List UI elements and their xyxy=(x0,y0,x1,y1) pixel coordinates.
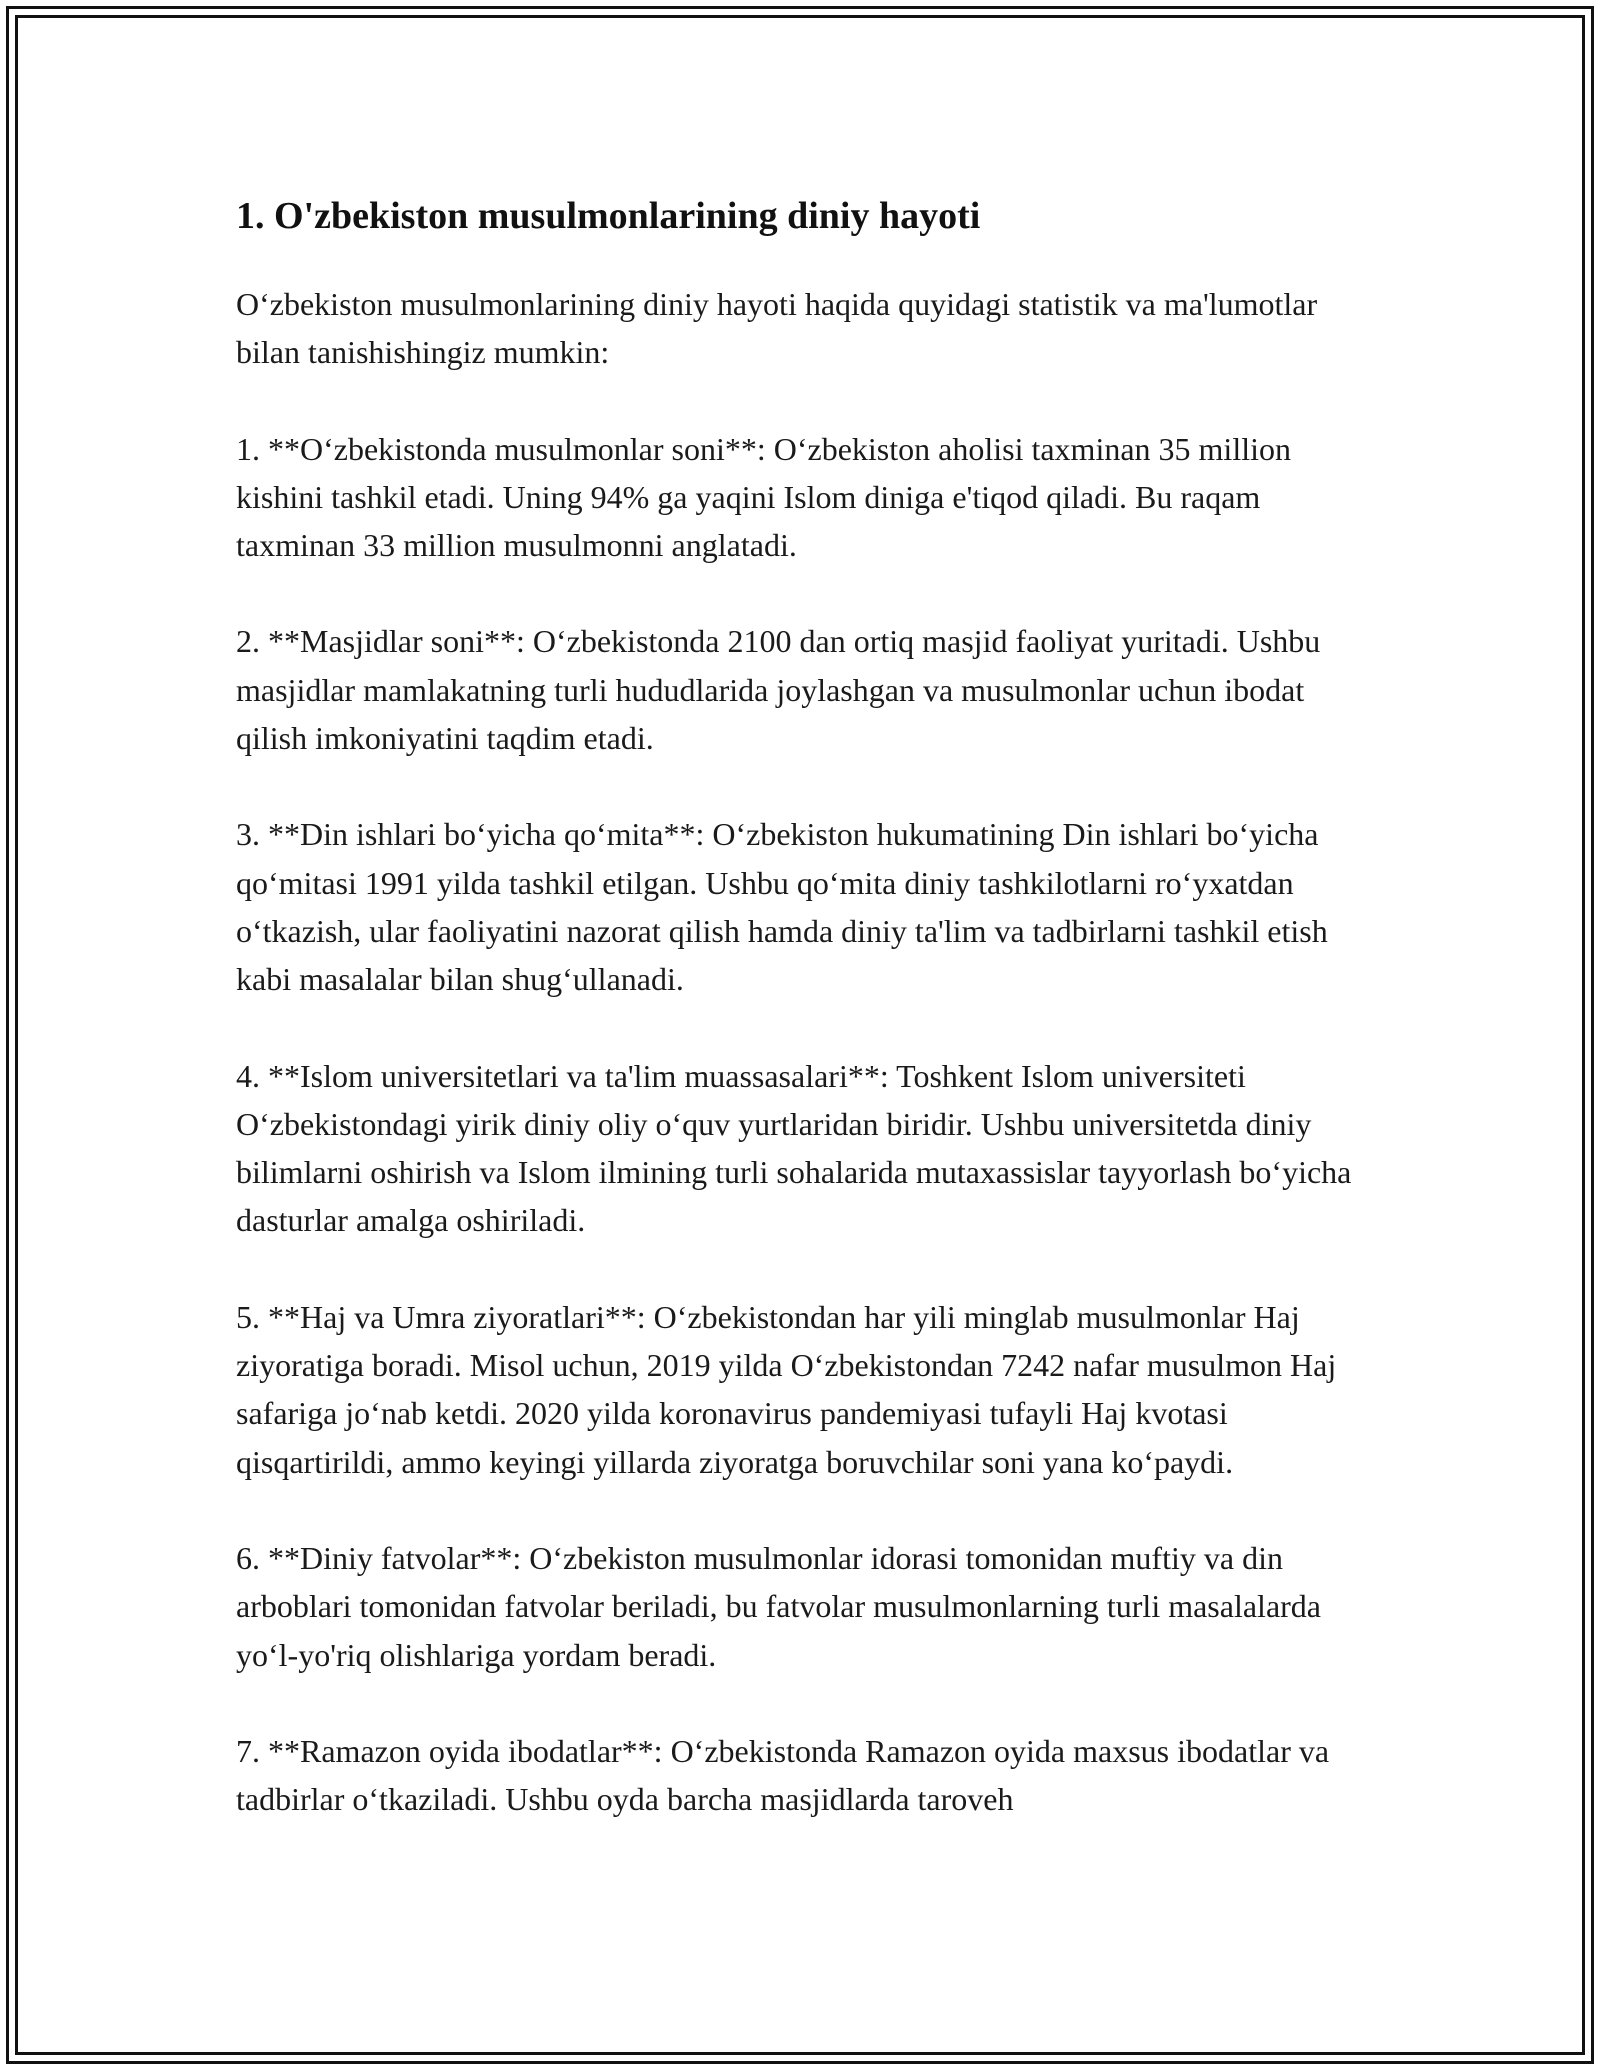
list-item-muslim-population: 1. **O‘zbekistonda musulmonlar soni**: O‘zbekiston aholisi taxminan 35 million kishini tashkil etadi. Uning 94% ga yaqini Islom diniga e'tiqod qiladi. Bu raqam taxminan 33 million musulmonni anglatadi. xyxy=(236,430,1291,564)
document-body xyxy=(236,186,1376,1871)
section-heading: 1. O'zbekiston musulmonlarining diniy hayoti xyxy=(236,195,981,237)
list-item-fatwas: 6. **Diniy fatvolar**: O‘zbekiston musulmonlar idorasi tomonidan muftiy va din arboblari tomonidan fatvolar beriladi, bu fatvolar musulmonlarning turli masalalarda yo‘l-yo'riq olishlariga yordam beradi. xyxy=(236,1539,1321,1673)
list-item-islamic-universities: 4. **Islom universitetlari va ta'lim muassasalari**: Toshkent Islom universiteti O‘zbekistondagi yirik diniy oliy o‘quv yurtlaridan biridir. Ushbu universitetda diniy bilimlarni oshirish va Islom ilmining turli sohalarida mutaxassislar tayyorlash bo‘yicha dasturlar amalga oshiriladi. xyxy=(236,1057,1352,1239)
list-item-hajj-umrah: 5. **Haj va Umra ziyoratlari**: O‘zbekistondan har yili minglab musulmonlar Haj ziyoratiga boradi. Misol uchun, 2019 yilda O‘zbekistondan 7242 nafar musulmon Haj safariga jo‘nab ketdi. 2020 yilda koronavirus pandemiyasi tufayli Haj kvotasi qisqartirildi, ammo keyingi yillarda ziyoratga boruvchilar soni yana ko‘paydi. xyxy=(236,1298,1337,1480)
intro-paragraph: O‘zbekiston musulmonlarining diniy hayoti haqida quyidagi statistik va ma'lumotlar bilan tanishishingiz mumkin: xyxy=(236,286,1318,371)
list-item-mosques: 2. **Masjidlar soni**: O‘zbekistonda 2100 dan ortiq masjid faoliyat yuritadi. Ushbu masjidlar mamlakatning turli hududlarida joylashgan va musulmonlar uchun ibodat qilish imkoniyatini taqdim etadi. xyxy=(236,623,1321,757)
list-item-ramadan-prayers: 7. **Ramazon oyida ibodatlar**: O‘zbekistonda Ramazon oyida maxsus ibodatlar va tadbirlar o‘tkaziladi. Ushbu oyda barcha masjidlarda taroveh xyxy=(236,1732,1330,1818)
list-item-religious-affairs-committee: 3. **Din ishlari bo‘yicha qo‘mita**: O‘zbekiston hukumatining Din ishlari bo‘yicha qo‘mitasi 1991 yilda tashkil etilgan. Ushbu qo‘mita diniy tashkilotlarni ro‘yxatdan o‘tkazish, ular faoliyatini nazorat qilish hamda diniy ta'lim va tadbirlarni tashkil etish kabi masalalar bilan shug‘ullanadi. xyxy=(236,816,1328,998)
